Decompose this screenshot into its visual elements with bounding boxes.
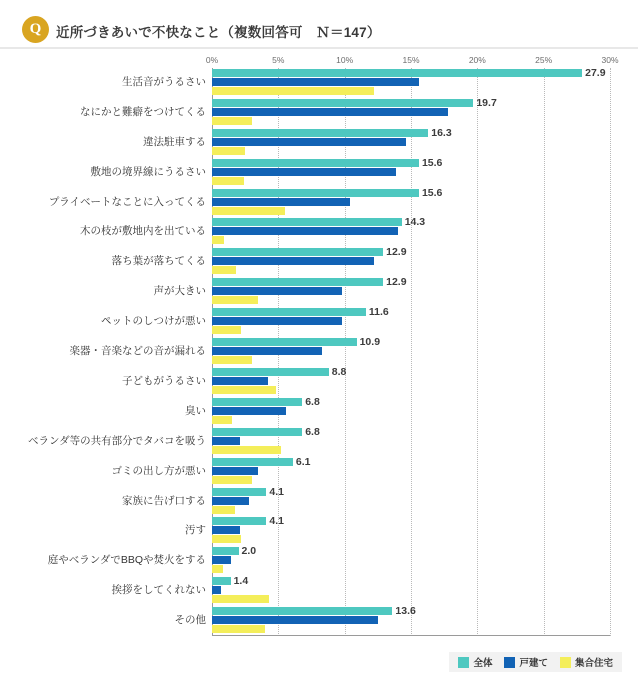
- bar-house: [212, 347, 322, 355]
- bar-total: [212, 368, 329, 376]
- chart-row: [185, 515, 610, 547]
- bar-apt: [212, 386, 276, 394]
- bar-apt: [212, 207, 285, 215]
- category-label: その他: [174, 614, 206, 627]
- question-badge-icon: Q: [22, 16, 49, 43]
- bar-total: [212, 99, 473, 107]
- category-label: 庭やベランダでBBQや焚火をする: [47, 554, 206, 567]
- chart-row: [122, 365, 610, 398]
- chart-row: [153, 276, 610, 308]
- legend-swatch-icon: [458, 657, 469, 668]
- gridline-30: [610, 68, 611, 636]
- bar-total: [212, 278, 383, 286]
- value-label: 15.6: [421, 156, 443, 169]
- chart-plot-area: [28, 55, 619, 636]
- bar-total: [212, 338, 357, 346]
- value-label: 12.9: [386, 246, 407, 259]
- bar-total: [212, 189, 419, 197]
- chart-row: [122, 485, 610, 518]
- chart-row: [101, 306, 610, 338]
- bar-house: [212, 467, 258, 475]
- x-tick-label: 10%: [336, 55, 354, 65]
- category-label: 木の枝が敷地内を出ている: [80, 225, 206, 238]
- legend-swatch-icon: [560, 657, 571, 668]
- value-label: 16.3: [431, 126, 452, 139]
- bar-house: [212, 437, 240, 445]
- category-label: 家族に告げ口する: [122, 494, 206, 507]
- bar-apt: [212, 476, 252, 484]
- bar-apt: [212, 506, 235, 514]
- x-tick-label: 30%: [601, 55, 619, 65]
- x-tick-label: 15%: [402, 55, 420, 65]
- bar-house: [212, 616, 378, 624]
- bar-total: [212, 458, 293, 466]
- chart-row: [90, 156, 610, 189]
- bar-apt: [212, 87, 374, 95]
- bar-apt: [212, 177, 244, 185]
- bar-apt: [212, 535, 241, 543]
- legend-item: [458, 655, 492, 669]
- chart-legend: [449, 652, 622, 672]
- value-label: 6.8: [305, 425, 320, 438]
- chart-row: [111, 246, 610, 278]
- legend-swatch-icon: [504, 657, 515, 668]
- bar-total: [212, 577, 231, 585]
- bar-apt: [212, 416, 232, 424]
- bar-house: [212, 108, 448, 116]
- bar-house: [212, 198, 350, 206]
- bar-total: [212, 248, 383, 256]
- bar-total: [212, 428, 302, 436]
- bar-apt: [212, 356, 252, 364]
- value-label: 6.8: [305, 395, 320, 408]
- header-divider: [0, 47, 638, 49]
- chart-header: [0, 0, 638, 46]
- legend-item: [504, 655, 548, 669]
- category-label: 子どもがうるさい: [122, 374, 206, 387]
- bar-house: [212, 407, 286, 415]
- category-label: 汚す: [185, 524, 206, 537]
- bar-house: [212, 556, 231, 564]
- bar-total: [212, 308, 366, 316]
- value-label: 2.0: [241, 545, 257, 558]
- category-label: ゴミの出し方が悪い: [111, 464, 206, 477]
- category-label: プライベートなことに入ってくる: [48, 195, 206, 208]
- bar-apt: [212, 595, 269, 603]
- legend-item: [560, 655, 613, 669]
- bar-total: [212, 398, 302, 406]
- bar-house: [212, 586, 221, 594]
- value-label: 1.4: [233, 575, 249, 588]
- bar-house: [212, 377, 268, 385]
- chart-row: [69, 336, 610, 368]
- x-axis-line: [212, 635, 610, 636]
- x-tick-label: 0%: [205, 55, 219, 65]
- category-label: 生活音がうるさい: [122, 76, 206, 88]
- chart-row: [48, 186, 610, 219]
- chart-row: [122, 67, 610, 99]
- legend-label: 集合住宅: [574, 658, 613, 669]
- bar-apt: [212, 625, 265, 633]
- category-label: 落ち葉が落ちてくる: [111, 255, 206, 268]
- category-label: 臭い: [185, 404, 206, 417]
- category-label: 声が大きい: [153, 285, 206, 298]
- bar-total: [212, 69, 582, 77]
- x-tick-label: 20%: [468, 55, 486, 65]
- bar-apt: [212, 117, 252, 125]
- bar-house: [212, 497, 249, 505]
- chart-row: [185, 395, 610, 428]
- value-label: 4.1: [269, 515, 284, 528]
- value-label: 13.6: [395, 605, 416, 618]
- x-tick-label: 5%: [272, 55, 285, 65]
- bar-apt: [212, 446, 281, 454]
- legend-label: 戸建て: [519, 658, 548, 669]
- chart-row: [143, 126, 610, 159]
- chart-row: [111, 455, 610, 488]
- bar-total: [212, 129, 428, 137]
- bar-apt: [212, 266, 236, 274]
- bar-apt: [212, 147, 245, 155]
- category-label: ベランダ等の共有部分でタバコを吸う: [28, 434, 206, 447]
- chart-row: [47, 545, 610, 577]
- legend-label: 全体: [473, 658, 493, 669]
- x-tick-label: 25%: [535, 55, 553, 65]
- category-label: 楽器・音楽などの音が漏れる: [69, 345, 206, 358]
- category-label: 挨拶をしてくれない: [111, 584, 206, 597]
- bar-house: [212, 317, 342, 325]
- category-label: ペットのしつけが悪い: [101, 315, 206, 328]
- value-label: 15.6: [421, 186, 443, 199]
- category-label: 敷地の境界線にうるさい: [90, 165, 206, 178]
- chart-row: [174, 605, 610, 637]
- value-label: 8.8: [331, 365, 347, 378]
- bar-house: [212, 526, 240, 534]
- value-label: 12.9: [386, 276, 407, 289]
- bar-house: [212, 168, 396, 176]
- bar-total: [212, 488, 266, 496]
- bar-total: [212, 547, 239, 555]
- bar-apt: [212, 565, 223, 573]
- bar-house: [212, 287, 342, 295]
- chart-row: [28, 425, 610, 458]
- bar-apt: [212, 296, 258, 304]
- category-label: なにかと難癖をつけてくる: [80, 105, 206, 118]
- bar-total: [212, 607, 392, 615]
- category-label: 違法駐車する: [143, 135, 206, 148]
- value-label: 19.7: [476, 96, 497, 109]
- bar-house: [212, 257, 374, 265]
- bar-total: [212, 218, 402, 226]
- bar-apt: [212, 236, 224, 244]
- value-label: 6.1: [295, 455, 311, 468]
- value-label: 27.9: [585, 67, 606, 79]
- value-label: 4.1: [269, 485, 284, 498]
- page-title: 近所づきあいで不快なこと（複数回答可 Ｎ＝147）: [56, 25, 381, 40]
- chart-row: [111, 575, 610, 607]
- bar-house: [212, 138, 406, 146]
- chart-row: [80, 216, 610, 248]
- value-label: 10.9: [359, 336, 381, 349]
- bar-house: [212, 78, 419, 86]
- bar-total: [212, 159, 419, 167]
- bar-total: [212, 517, 266, 525]
- chart-row: [80, 96, 610, 129]
- value-label: 14.3: [404, 216, 426, 229]
- bar-house: [212, 227, 398, 235]
- value-label: 11.6: [368, 306, 389, 319]
- bar-apt: [212, 326, 241, 334]
